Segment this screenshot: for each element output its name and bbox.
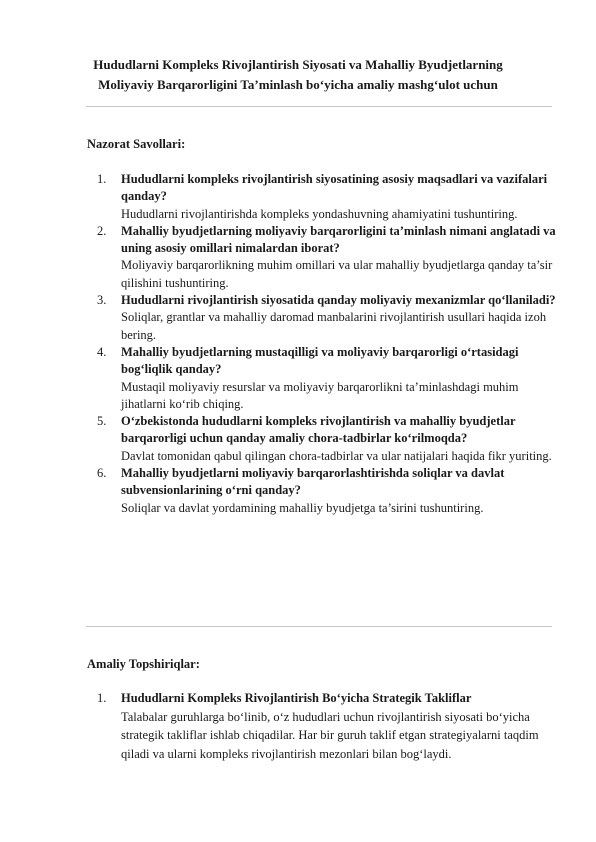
list-item xyxy=(87,413,557,465)
list-item xyxy=(87,344,557,413)
question-text: Mahalliy byudjetlarning mustaqilligi va moliyaviy barqarorligi o‘rtasidagi bog‘liqlik qanday? xyxy=(121,344,519,377)
question-text: Mahalliy byudjetlarning moliyaviy barqarorligini ta’minlash nimani anglatadi va uning asosiy omillari nimalardan iborat? xyxy=(121,223,556,256)
task-detail: Talabalar guruhlarga bo‘linib, o‘z hududlari uchun rivojlantirish siyosati bo‘yicha strategik takliflar ishlab chiqadilar. Har bir guruh taklif etgan strategiyalarni taqdim qiladi va ularni kompleks rivojlantirish mezonlari bilan bog‘laydi. xyxy=(121,709,539,761)
nazorat-heading: Nazorat Savollari: xyxy=(87,137,186,151)
list-item xyxy=(87,689,557,763)
item-number: 1. xyxy=(97,691,107,705)
list-item xyxy=(87,292,557,344)
item-number: 4. xyxy=(97,344,107,359)
amaliy-heading: Amaliy Topshiriqlar: xyxy=(87,657,200,671)
nazorat-question-list xyxy=(87,171,557,517)
question-detail: Hududlarni rivojlantirishda kompleks yondashuvning ahamiyatini tushuntiring. xyxy=(121,206,518,221)
document-title xyxy=(60,55,536,95)
question-detail: Mustaqil moliyaviy resurslar va moliyaviy barqarorlikni ta’minlashdagi muhim jihatlarni ko‘rib chiqing. xyxy=(121,379,519,411)
question-detail: Davlat tomonidan qabul qilingan chora-tadbirlar va ular natijalari haqida fikr yuriting. xyxy=(121,448,552,463)
item-number: 6. xyxy=(97,466,107,481)
item-number: 5. xyxy=(97,414,107,429)
question-text: Hududlarni kompleks rivojlantirish siyosatining asosiy maqsadlari va vazifalari qanday? xyxy=(121,172,548,204)
question-detail: Soliqlar, grantlar va mahalliy daromad manbalarini rivojlantirish usullari haqida izoh bering. xyxy=(121,310,547,342)
question-detail: Moliyaviy barqarorlikning muhim omillari va ular mahalliy byudjetlarga qanday ta’sir qilishini tushuntiring. xyxy=(121,258,553,290)
question-text: Hududlarni rivojlantirish siyosatida qanday moliyaviy mexanizmlar qo‘llaniladi? xyxy=(121,293,556,308)
item-number: 2. xyxy=(97,223,107,238)
title-line-1: Hududlarni Kompleks Rivojlantirish Siyosati va Mahalliy Byudjetlarning xyxy=(93,57,503,72)
divider-top xyxy=(86,106,552,107)
list-item xyxy=(87,171,557,223)
amaliy-task-list xyxy=(87,689,557,763)
divider-middle xyxy=(86,626,552,627)
task-title: Hududlarni Kompleks Rivojlantirish Bo‘yicha Strategik Takliflar xyxy=(121,691,472,705)
question-detail: Soliqlar va davlat yordamining mahalliy byudjetga ta’sirini tushuntiring. xyxy=(121,500,484,515)
question-text: O‘zbekistonda hududlarni kompleks rivojlantirish va mahalliy byudjetlar barqarorligi uchun qanday amaliy chora-tadbirlar ko‘rilmoqda? xyxy=(121,414,516,446)
item-number: 1. xyxy=(97,172,107,186)
title-line-2: Moliyaviy Barqarorligini Ta’minlash bo‘yicha amaliy mashg‘ulot uchun xyxy=(98,77,498,92)
item-number: 3. xyxy=(97,293,107,308)
list-item xyxy=(87,465,557,517)
list-item xyxy=(87,223,557,292)
question-text: Mahalliy byudjetlarni moliyaviy barqarorlashtirishda soliqlar va davlat subvensionlarining o‘rni qanday? xyxy=(121,466,505,498)
